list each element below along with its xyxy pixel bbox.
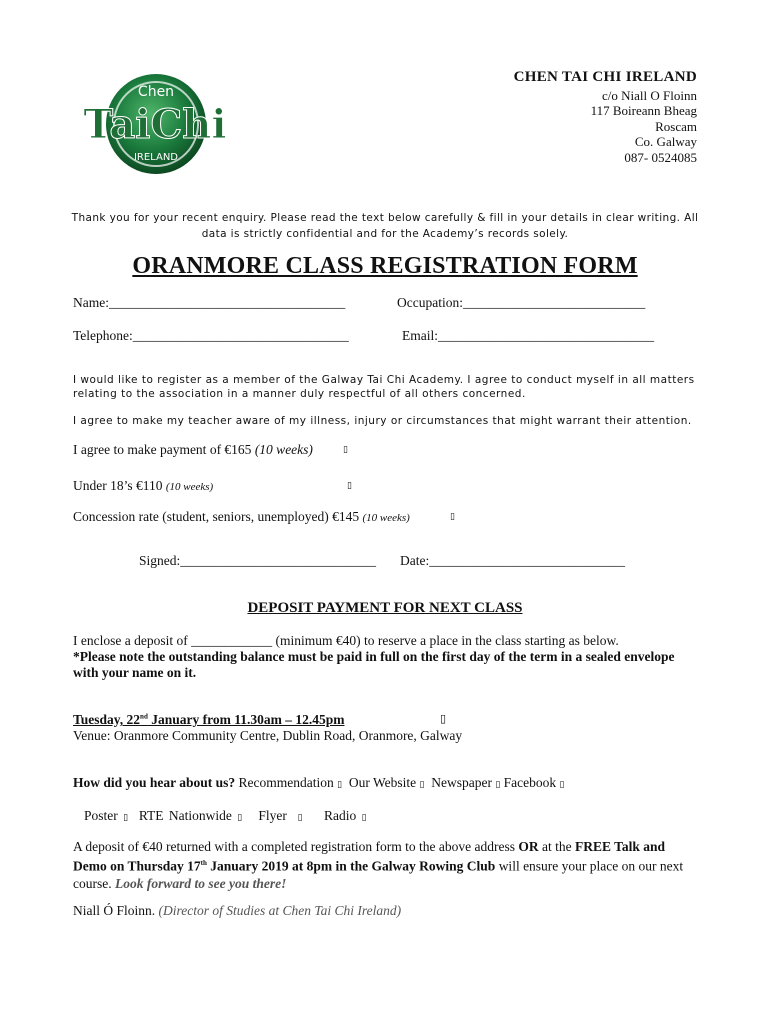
chen-taichi-logo (64, 70, 246, 178)
option-flyer: Flyer (258, 808, 287, 823)
option-newspaper: Newspaper (431, 775, 492, 790)
checkbox-website[interactable]: ▯ (419, 780, 425, 790)
payment-label: Under 18’s €110 (73, 478, 166, 493)
phone-number: 087- 0524085 (624, 149, 697, 165)
deposit-line: I enclose a deposit of ____________ (minimum €40) to reserve a place in the class starting as below. (73, 633, 619, 648)
sign-off-name: Niall Ó Floinn. (73, 903, 159, 918)
logo-bottom-text: IRELAND (133, 152, 179, 163)
closing-text: at the (538, 839, 576, 854)
option-radio: Radio (324, 808, 357, 823)
health-agreement: I agree to make my teacher aware of my illness, injury or circumstances that might warrant their attention. (73, 415, 692, 427)
hear-row-1 (73, 775, 564, 791)
checkbox-concession[interactable]: ▯ (450, 512, 455, 522)
class-day: Tuesday, 22 (73, 712, 141, 727)
intro-text: Thank you for your recent enquiry. Please read the text below carefully & fill in your details in clear writing. All data is strictly confidential and for the Academy’s records solely. (71, 212, 699, 240)
logo-top-text: Chen (137, 84, 175, 100)
organisation-address (514, 70, 697, 165)
option-facebook: Facebook (503, 775, 557, 790)
name-field[interactable]: Name:___________________________________ (73, 295, 346, 310)
free-talk-venue: January 2019 at 8pm in the Galway Rowing Club (206, 858, 496, 874)
free-talk-date: FREE Talk and Demo on Thursday 17 (73, 839, 666, 874)
closing-paragraph (73, 838, 693, 892)
address-line: Co. Galway (634, 134, 697, 149)
closing-or: OR (518, 839, 539, 854)
class-date (73, 712, 344, 728)
closing-slogan: Look forward to see you there! (114, 875, 287, 891)
class-day-suffix: nd (140, 712, 148, 721)
deposit-heading: DEPOSIT PAYMENT FOR NEXT CLASS (247, 600, 523, 616)
form-title: ORANMORE CLASS REGISTRATION FORM (132, 253, 638, 279)
hear-row-2 (84, 808, 367, 824)
option-rte: RTE Nationwide (138, 808, 232, 823)
checkbox-facebook[interactable]: ▯ (559, 780, 565, 790)
email-field[interactable]: Email:________________________________ (402, 328, 654, 343)
checkbox-flyer[interactable]: ▯ (297, 813, 303, 823)
class-time: January from 11.30am – 12.45pm (147, 712, 345, 727)
organisation-name: CHEN TAI CHI IRELAND (513, 69, 697, 85)
checkbox-full-payment[interactable]: ▯ (343, 445, 348, 455)
address-line: 117 Boireann Bheag (590, 103, 697, 118)
logo-main-text: TaiChi (83, 101, 227, 148)
payment-option-full (73, 442, 313, 458)
payment-duration: (10 weeks) (165, 481, 214, 493)
date-field[interactable]: Date:_____________________________ (400, 553, 625, 568)
payment-duration: (10 weeks) (362, 512, 410, 524)
option-website: Our Website (348, 775, 417, 790)
class-venue: Venue: Oranmore Community Centre, Dublin Road, Oranmore, Galway (73, 728, 463, 743)
checkbox-recommendation[interactable]: ▯ (337, 780, 343, 790)
option-poster: Poster (84, 808, 118, 823)
checkbox-poster[interactable]: ▯ (123, 813, 129, 823)
payment-option-concession (73, 509, 410, 525)
hear-question: How did you hear about us? (73, 775, 236, 790)
date-suffix: th (200, 859, 207, 867)
checkbox-class[interactable]: ▯ (440, 712, 447, 725)
telephone-field[interactable]: Telephone:________________________________ (73, 328, 349, 343)
address-line: c/o Niall O Floinn (602, 87, 697, 103)
checkbox-under18[interactable]: ▯ (347, 481, 352, 491)
closing-text: A deposit of €40 returned with a completed registration form to the above address (73, 839, 519, 854)
closing-text: will ensure your place on our next course. (73, 858, 684, 891)
payment-label: I agree to make payment of €165 (73, 442, 255, 457)
address-line: Roscam (655, 118, 697, 134)
membership-agreement: I would like to register as a member of the Galway Tai Chi Academy. I agree to conduct myself in all matters relating to the association in a manner duly respectful of all others concerned. (73, 374, 695, 400)
payment-label: Concession rate (student, seniors, unemployed) €145 (73, 509, 363, 524)
checkbox-newspaper[interactable]: ▯ (495, 780, 501, 790)
checkbox-rte[interactable]: ▯ (237, 813, 243, 823)
deposit-note: *Please note the outstanding balance must be paid in full on the first day of the term in a sealed envelope with your name on it. (73, 649, 675, 680)
option-recommendation: Recommendation (238, 775, 334, 790)
sign-off (73, 903, 401, 919)
checkbox-radio[interactable]: ▯ (361, 813, 367, 823)
signed-field[interactable]: Signed:_____________________________ (139, 553, 377, 568)
sign-off-role: (Director of Studies at Chen Tai Chi Ireland) (158, 903, 402, 918)
occupation-field[interactable]: Occupation:___________________________ (397, 295, 646, 310)
payment-duration: (10 weeks) (254, 442, 313, 457)
payment-option-under18 (73, 478, 213, 494)
